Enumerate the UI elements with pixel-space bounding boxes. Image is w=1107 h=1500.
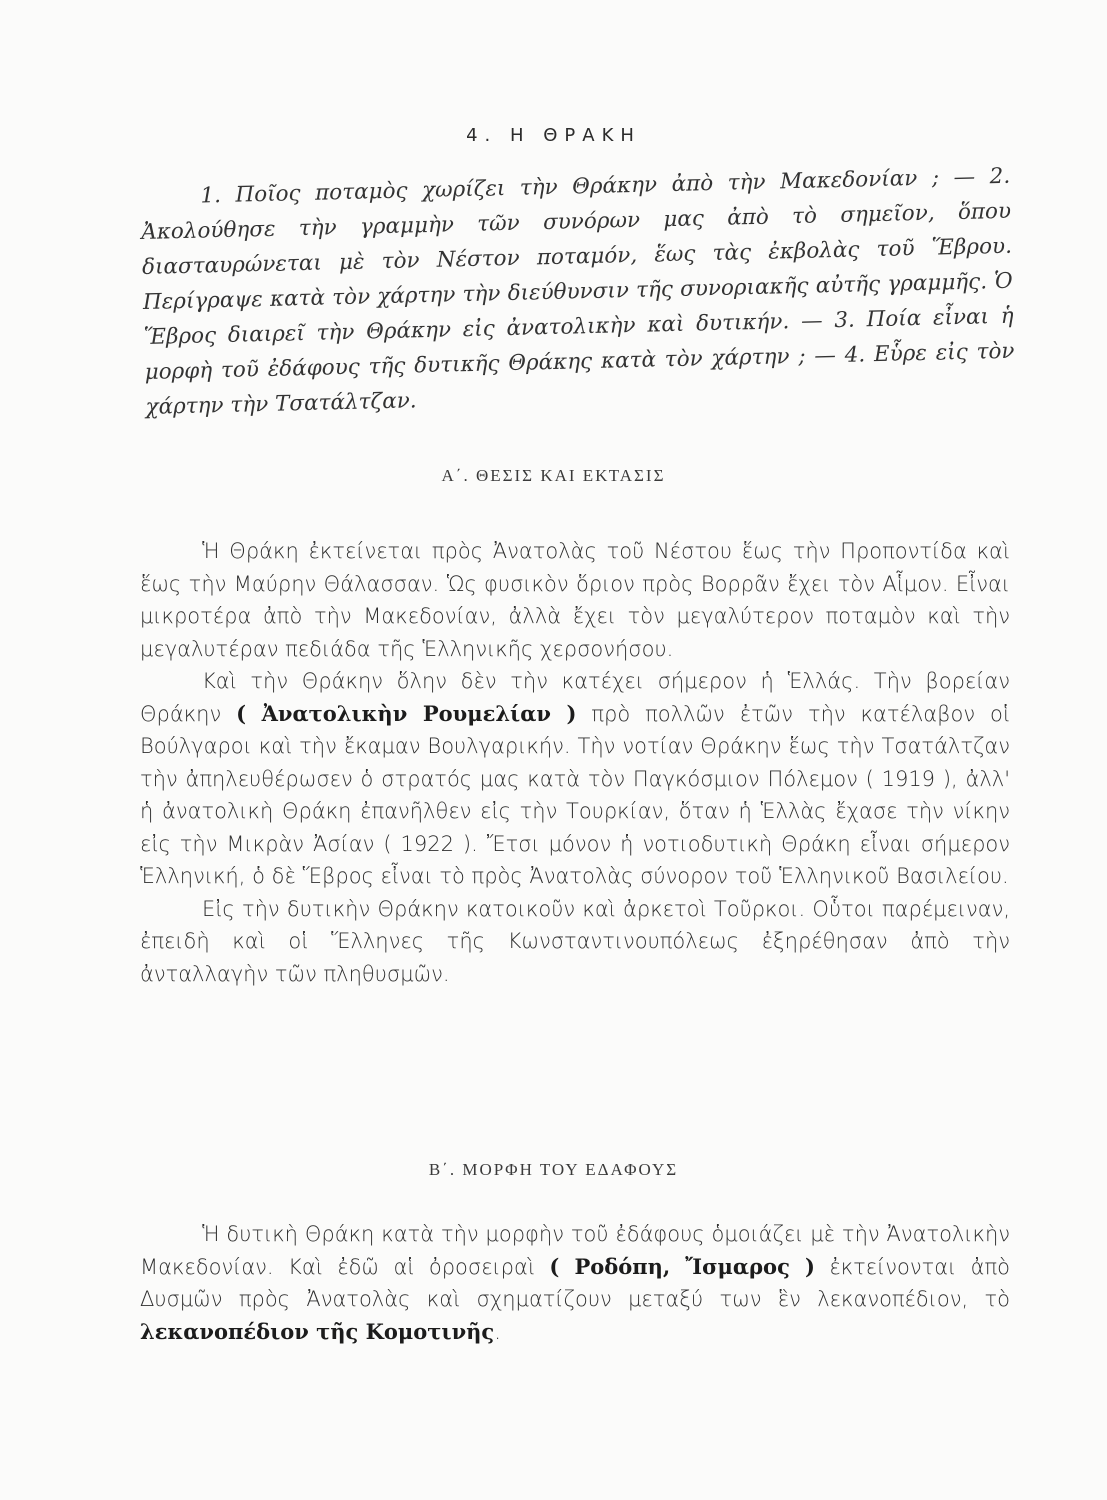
chapter-title: 4. Η ΘΡΑΚΗ xyxy=(466,125,641,146)
review-questions xyxy=(140,159,1016,425)
section-b-body xyxy=(140,1218,1010,1348)
paragraph-text: Ἡ δυτικὴ Θράκη κατὰ τὴν μορφὴν τοῦ ἐδάφους ὁμοιάζει μὲ τὴν Ἀνατολικὴν Μακεδονίαν. Καὶ ἐδῶ αἱ ὀροσειραὶ xyxy=(140,1222,1010,1279)
section-a-paragraph-3: Εἰς τὴν δυτικὴν Θράκην κατοικοῦν καὶ ἀρκετοὶ Τοῦρκοι. Οὗτοι παρέμειναν, ἐπειδὴ καὶ οἱ Ἕλληνες τῆς Κωνσταντινουπόλεως ἐξηρέθησαν ἀπὸ τὴν ἀνταλλαγὴν τῶν πληθυσμῶν. xyxy=(140,896,1010,986)
section-a-heading: Α΄. ΘΕΣΙΣ ΚΑΙ ΕΚΤΑΣΙΣ xyxy=(441,466,666,485)
section-a-body xyxy=(140,535,1010,990)
paragraph-text: πρὸ πολλῶν ἐτῶν τὴν κατέλαβον οἱ Βούλγαροι καὶ τὴν ἔκαμαν Βουλγαρικήν. Τὴν νοτίαν Θράκην ἕως τὴν Τσατάλτζαν τὴν ἀπηλευθέρωσεν ὁ στρατός μας κατὰ τὸν Παγκόσμιον Πόλεμον ( 1919 ), ἀλλ' ἡ ἀνατολικὴ Θράκη ἐπανῆλθεν εἰς τὴν Τουρκίαν, ὅταν ἡ Ἑλλὰς ἔχασε τὴν νίκην εἰς τὴν Μικρὰν Ἀσίαν ( 1922 ). Ἔτσι μόνον ἡ νοτιοδυτικὴ Θράκη εἶναι σήμερον Ἑλληνική, ὁ δὲ Ἕβρος εἶναι τὸ πρὸς Ἀνατολὰς σύνορον τοῦ Ἑλληνικοῦ Βασιλείου. xyxy=(140,701,1010,888)
paragraph-text: Καὶ τὴν Θράκην ὅλην δὲν τὴν κατέχει σήμερον ἡ Ἑλλάς. Τὴν βορείαν Θράκην xyxy=(140,669,1010,726)
paragraph-text: ἐκτείνονται ἀπὸ Δυσμῶν πρὸς Ἀνατολὰς καὶ σχηματίζουν μεταξύ των ἓν λεκανοπέδιον, τὸ xyxy=(140,1254,1011,1311)
section-a-paragraph-2 xyxy=(140,665,1010,893)
paragraph-text: . xyxy=(494,1319,501,1344)
section-a-paragraph-1: Ἡ Θράκη ἐκτείνεται πρὸς Ἀνατολὰς τοῦ Νέστου ἕως τὴν Προποντίδα καὶ ἕως τὴν Μαύρην Θάλασσαν. Ὡς φυσικὸν ὅριον πρὸς Βορρᾶν ἔχει τὸν Αἷμον. Εἶναι μικροτέρα ἀπὸ τὴν Μακεδονίαν, ἀλλὰ ἔχει τὸν μεγαλύτερον ποταμὸν καὶ τὴν μεγαλυτέραν πεδιάδα τῆς Ἑλληνικῆς χερσονήσου. xyxy=(140,539,1010,661)
section-b-paragraph-1 xyxy=(140,1218,1010,1348)
section-b-heading: Β΄. ΜΟΡΦΗ ΤΟΥ ΕΔΑΦΟΥΣ xyxy=(428,1160,679,1179)
bold-term: ( Ἀνατολικὴν Ρουμελίαν ) xyxy=(236,700,577,726)
bold-term: ( Ροδόπη, Ἴσμαρος ) xyxy=(549,1253,815,1279)
questions-paragraph: 1. Ποῖος ποταμὸς χωρίζει τὴν Θράκην ἀπὸ τὴν Μακεδονίαν ; — 2. Ἀκολούθησε τὴν γραμμὴν τῶν συνόρων μας ἀπὸ τὸ σημεῖον, ὅπου διασταυρώνεται μὲ τὸν Νέστον ποταμόν, ἕως τὰς ἐκβολὰς τοῦ Ἕβρου. Περίγραψε κατὰ τὸν χάρτην τὴν διεύθυνσιν τῆς συνοριακῆς αὐτῆς γραμμῆς. Ὁ Ἕβρος διαιρεῖ τὴν Θράκην εἰς ἀνατολικὴν καὶ δυτικήν. — 3. Ποία εἶναι ἡ μορφὴ τοῦ ἐδάφους τῆς δυτικῆς Θράκης κατὰ τὸν χάρτην ; — 4. Εὗρε εἰς τὸν χάρτην τὴν Τσατάλτζαν. xyxy=(140,163,1015,420)
bold-term: λεκανοπέδιον τῆς Κομοτινῆς xyxy=(140,1318,495,1344)
